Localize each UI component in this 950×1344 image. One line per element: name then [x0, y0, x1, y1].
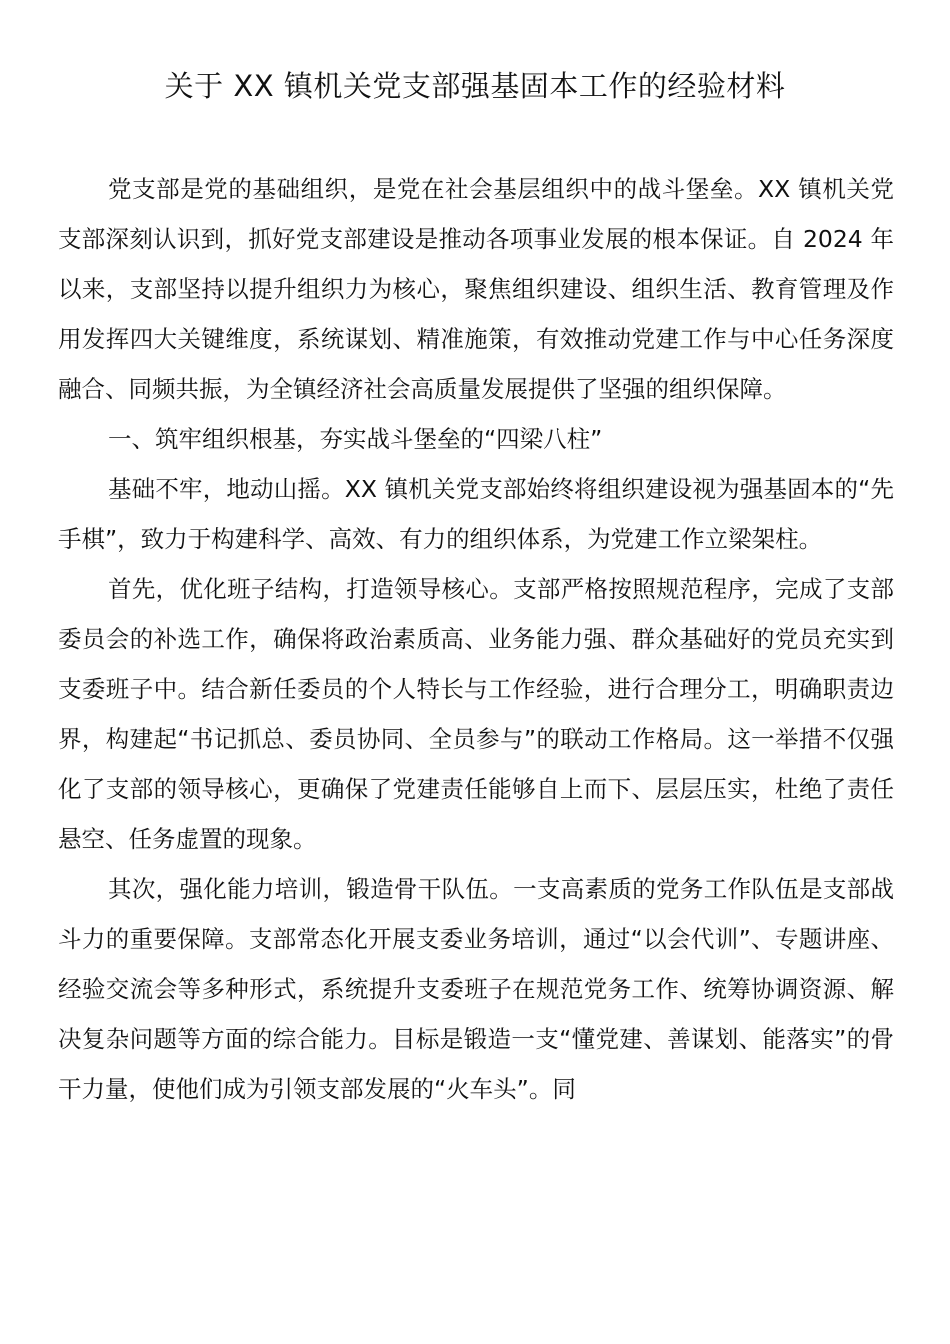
paragraph-first: 首先，优化班子结构，打造领导核心。支部严格按照规范程序，完成了支部委员会的补选工作，确保将政治素质高、业务能力强、群众基础好的党员充实到支委班子中。结合新任委员的个人特长与工作经验，进行合理分工，明确职责边界，构建起“书记抓总、委员协同、全员参与”的联动工作格局。这一举措不仅强化了支部的领导核心，更确保了党建责任能够自上而下、层层压实，杜绝了责任悬空、任务虚置的现象。 [58, 575, 894, 853]
document-title: 关于 XX 镇机关党支部强基固本工作的经验材料 [164, 69, 786, 103]
section-heading-1: 一、筑牢组织根基，夯实战斗堡垒的“四梁八柱” [108, 425, 603, 453]
document-body [58, 164, 894, 1114]
paragraph-second: 其次，强化能力培训，锻造骨干队伍。一支高素质的党务工作队伍是支部战斗力的重要保障。支部常态化开展支委业务培训，通过“以会代训”、专题讲座、经验交流会等多种形式，系统提升支委班子在规范党务工作、统筹协调资源、解决复杂问题等方面的综合能力。目标是锻造一支“懂党建、善谋划、能落实”的骨干力量，使他们成为引领支部发展的“火车头”。同 [58, 875, 894, 1103]
paragraph-foundation: 基础不牢，地动山摇。XX 镇机关党支部始终将组织建设视为强基固本的“先手棋”，致力于构建科学、高效、有力的组织体系，为党建工作立梁架柱。 [58, 475, 894, 553]
paragraph-intro: 党支部是党的基础组织，是党在社会基层组织中的战斗堡垒。XX 镇机关党支部深刻认识到，抓好党支部建设是推动各项事业发展的根本保证。自 2024 年以来，支部坚持以提升组织力为核心，聚焦组织建设、组织生活、教育管理及作用发挥四大关键维度，系统谋划、精准施策，有效推动党建工作与中心任务深度融合、同频共振，为全镇经济社会高质量发展提供了坚强的组织保障。 [58, 175, 894, 403]
